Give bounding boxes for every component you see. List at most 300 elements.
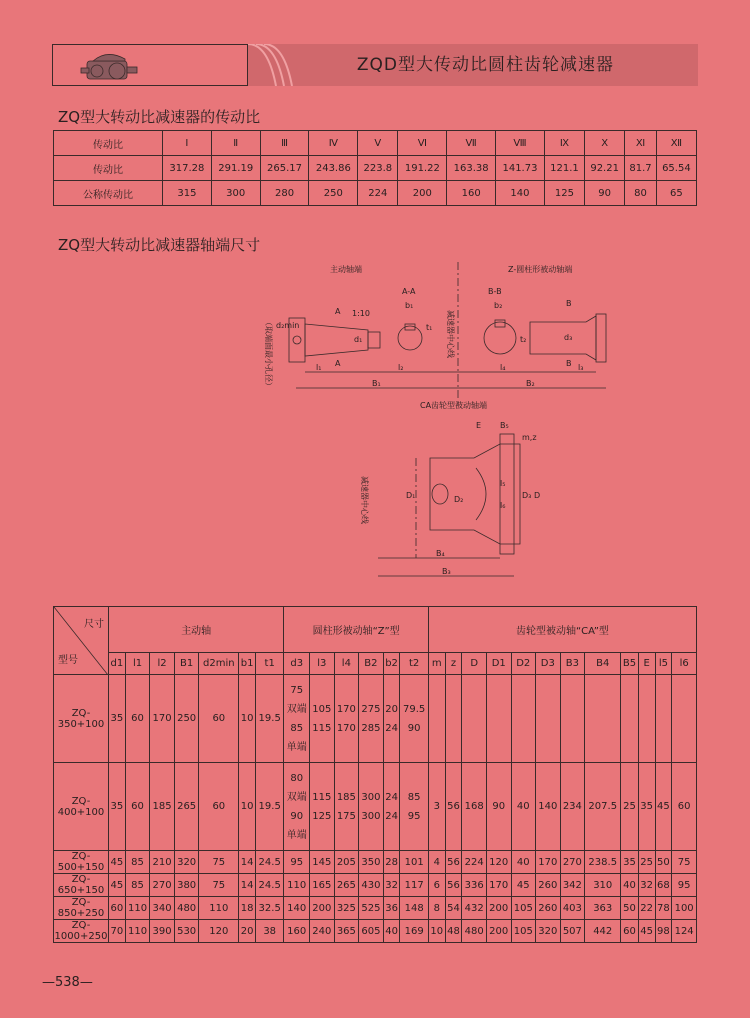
simple-rows bbox=[54, 851, 697, 943]
table-cell: 105 bbox=[511, 920, 536, 943]
table-cell: 40 bbox=[621, 874, 638, 897]
table-cell: 80 bbox=[625, 181, 657, 206]
table-cell: 250 bbox=[174, 675, 199, 763]
table-cell: 342 bbox=[560, 874, 585, 897]
table-cell: 35 bbox=[109, 675, 126, 763]
table-cell: 50 bbox=[621, 897, 638, 920]
key-bb bbox=[495, 320, 505, 327]
key-aa bbox=[405, 324, 415, 330]
b2-stack bbox=[383, 763, 400, 851]
table-cell: 8 bbox=[428, 897, 445, 920]
table-cell: 223.8 bbox=[358, 156, 398, 181]
table-cell bbox=[428, 675, 445, 763]
table-cell: 380 bbox=[174, 874, 199, 897]
table-row bbox=[54, 851, 697, 874]
stack-line: 24 bbox=[385, 791, 398, 803]
table-row bbox=[54, 181, 697, 206]
table-cell: 92.21 bbox=[585, 156, 625, 181]
l3-stack bbox=[310, 763, 335, 851]
col-header: l1 bbox=[125, 653, 150, 675]
col-header: B5 bbox=[621, 653, 638, 675]
z-label: Z-圆柱形被动轴端 bbox=[508, 265, 573, 274]
table-cell: 160 bbox=[447, 181, 496, 206]
table-cell: 170 bbox=[150, 675, 175, 763]
table-cell: 363 bbox=[585, 897, 621, 920]
col-header: D bbox=[462, 653, 487, 675]
section-title-shaft: ZQ型大转动比减速器轴端尺寸 bbox=[58, 236, 261, 254]
d3-stack bbox=[284, 675, 310, 763]
b2-stack bbox=[383, 675, 400, 763]
col-header: E bbox=[638, 653, 655, 675]
dim-d2: d₂min bbox=[276, 321, 300, 330]
table-cell: 403 bbox=[560, 897, 585, 920]
table-cell: 78 bbox=[655, 897, 672, 920]
stack-line: 175 bbox=[336, 810, 356, 822]
ca-bore bbox=[432, 484, 448, 504]
model-cell: ZQ-500+150 bbox=[54, 851, 109, 874]
col-header: b1 bbox=[239, 653, 256, 675]
table-cell: 141.73 bbox=[496, 156, 545, 181]
table-cell: 325 bbox=[334, 897, 359, 920]
stack-line: 单端 bbox=[286, 829, 307, 841]
col-header: l4 bbox=[334, 653, 359, 675]
col-header: m bbox=[428, 653, 445, 675]
dim-l5: l₅ bbox=[500, 479, 506, 488]
table-cell: 120 bbox=[486, 851, 511, 874]
table-cell: 85 bbox=[125, 851, 150, 874]
stack-line: 300 bbox=[361, 791, 381, 803]
row-label: 传动比 bbox=[54, 156, 163, 181]
table-cell: 525 bbox=[359, 897, 384, 920]
stack-line: 170 bbox=[336, 703, 356, 715]
model-cell: ZQ-350+100 bbox=[54, 675, 109, 763]
table-cell: 145 bbox=[310, 851, 335, 874]
col-header: d1 bbox=[109, 653, 126, 675]
table-cell: 125 bbox=[544, 181, 584, 206]
table-cell: 350 bbox=[359, 851, 384, 874]
stack-line: 79.5 bbox=[403, 703, 426, 715]
table-cell: 200 bbox=[486, 897, 511, 920]
table-cell: 110 bbox=[125, 897, 150, 920]
table-cell: 340 bbox=[150, 897, 175, 920]
col-header: D2 bbox=[511, 653, 536, 675]
table-cell: 10 bbox=[239, 675, 256, 763]
dim-d1: d₁ bbox=[354, 335, 363, 344]
table-cell: 40 bbox=[511, 851, 536, 874]
stack-line: 285 bbox=[361, 722, 381, 734]
sec-aa-label: A-A bbox=[402, 287, 416, 296]
table-row bbox=[54, 131, 697, 156]
table-cell: 14 bbox=[239, 874, 256, 897]
ca-housing bbox=[430, 444, 520, 544]
table-cell: 40 bbox=[511, 763, 536, 851]
table-cell: 121.1 bbox=[544, 156, 584, 181]
table-cell: 117 bbox=[400, 874, 428, 897]
col-header: Ⅷ bbox=[496, 131, 545, 156]
table-cell: 110 bbox=[125, 920, 150, 943]
table-cell: 205 bbox=[334, 851, 359, 874]
table-cell: 60 bbox=[109, 897, 126, 920]
table-cell: 60 bbox=[199, 763, 239, 851]
col-header: Ⅰ bbox=[163, 131, 212, 156]
col-header: l5 bbox=[655, 653, 672, 675]
dim-t2: t₂ bbox=[520, 335, 527, 344]
stack-line: 105 bbox=[312, 703, 332, 715]
drive-label: 主动轴端 bbox=[330, 265, 362, 274]
col-header: t2 bbox=[400, 653, 428, 675]
table-cell: 25 bbox=[638, 851, 655, 874]
table-cell: 24.5 bbox=[255, 851, 283, 874]
model-cell: ZQ-1000+250 bbox=[54, 920, 108, 942]
table-cell: 250 bbox=[309, 181, 358, 206]
stack-line: 185 bbox=[336, 791, 356, 803]
table-row bbox=[54, 874, 697, 897]
table-cell: 75 bbox=[199, 851, 239, 874]
table-cell: 70 bbox=[109, 920, 126, 943]
dim-E: E bbox=[476, 421, 482, 430]
table-cell: 605 bbox=[359, 920, 384, 943]
dim-B-bottom: B bbox=[566, 359, 572, 368]
dim-mz: m,z bbox=[522, 433, 537, 442]
ca-gear bbox=[500, 434, 514, 554]
col-header: z bbox=[445, 653, 462, 675]
table-cell: 507 bbox=[560, 920, 585, 943]
dim-D2: D₂ bbox=[454, 495, 464, 504]
table-cell: 24.5 bbox=[255, 874, 283, 897]
dim-l6: l₆ bbox=[500, 501, 506, 510]
stack-line: 单端 bbox=[286, 741, 307, 753]
dim-D1-left: D₁ bbox=[406, 491, 416, 500]
col-header: Ⅴ bbox=[358, 131, 398, 156]
ratio-table bbox=[53, 130, 697, 206]
stack-line: 24 bbox=[385, 722, 398, 734]
table-cell: 36 bbox=[383, 897, 400, 920]
table-cell: 170 bbox=[486, 874, 511, 897]
col-header: Ⅱ bbox=[211, 131, 260, 156]
table-cell: 365 bbox=[334, 920, 359, 943]
table-cell: 265 bbox=[174, 763, 199, 851]
table-cell: 22 bbox=[638, 897, 655, 920]
col-header: b2 bbox=[383, 653, 400, 675]
table-cell: 35 bbox=[109, 763, 126, 851]
col-header: D3 bbox=[536, 653, 561, 675]
table-cell: 19.5 bbox=[255, 763, 283, 851]
table-cell: 140 bbox=[536, 763, 561, 851]
stack-line: 24 bbox=[385, 810, 398, 822]
table-cell: 265 bbox=[334, 874, 359, 897]
table-cell: 85 bbox=[125, 874, 150, 897]
dim-D: D bbox=[534, 491, 541, 500]
table-cell: 32 bbox=[383, 874, 400, 897]
t2-stack bbox=[400, 675, 428, 763]
table-cell bbox=[672, 675, 697, 763]
table-cell: 65.54 bbox=[656, 156, 696, 181]
model-cell: ZQ-400+100 bbox=[54, 763, 109, 851]
table-cell: 50 bbox=[655, 851, 672, 874]
table-cell: 210 bbox=[150, 851, 175, 874]
table-row bbox=[54, 675, 697, 763]
col-header: l3 bbox=[310, 653, 335, 675]
header-banner bbox=[52, 44, 698, 86]
stack-line: 20 bbox=[385, 703, 398, 715]
group-z: 圆柱形被动轴“Z”型 bbox=[284, 607, 428, 653]
table-cell: 265.17 bbox=[260, 156, 309, 181]
table-cell bbox=[560, 675, 585, 763]
table-cell: 100 bbox=[672, 897, 697, 920]
table-cell: 165 bbox=[310, 874, 335, 897]
stack-line: 80 bbox=[290, 772, 304, 784]
drawing-lines bbox=[264, 262, 606, 576]
table-cell: 270 bbox=[150, 874, 175, 897]
table-cell: 6 bbox=[428, 874, 445, 897]
table-cell: 243.86 bbox=[309, 156, 358, 181]
table-cell: 170 bbox=[536, 851, 561, 874]
stack-line: 90 bbox=[290, 810, 304, 822]
table-cell: 60 bbox=[125, 763, 150, 851]
dim-B2: B₂ bbox=[526, 379, 535, 388]
col-header: D1 bbox=[486, 653, 511, 675]
stack-line: 85 bbox=[407, 791, 421, 803]
stack-line: 双端 bbox=[286, 791, 307, 803]
table-cell: 224 bbox=[358, 181, 398, 206]
table-cell: 168 bbox=[462, 763, 487, 851]
dim-b2: b₂ bbox=[494, 301, 503, 310]
table-cell: 56 bbox=[445, 851, 462, 874]
page-number: —538— bbox=[42, 975, 93, 990]
table-cell: 98 bbox=[655, 920, 672, 943]
col-header: Ⅳ bbox=[309, 131, 358, 156]
group-ca: 齿轮型被动轴“CA”型 bbox=[428, 607, 696, 653]
table-cell: 110 bbox=[284, 874, 310, 897]
table-cell: 35 bbox=[621, 851, 638, 874]
table-cell: 336 bbox=[462, 874, 487, 897]
table-cell: 315 bbox=[163, 181, 212, 206]
table-cell: 45 bbox=[638, 920, 655, 943]
table-cell: 45 bbox=[655, 763, 672, 851]
dim-d3: d₃ bbox=[564, 333, 573, 342]
drive-center-hole bbox=[293, 336, 301, 344]
table-cell bbox=[638, 675, 655, 763]
col-header: B2 bbox=[359, 653, 384, 675]
table-cell: 432 bbox=[462, 897, 487, 920]
col-header: B1 bbox=[174, 653, 199, 675]
table-cell: 442 bbox=[585, 920, 621, 943]
table-cell: 169 bbox=[400, 920, 428, 943]
dim-D3: D₃ bbox=[522, 491, 532, 500]
table-cell: 75 bbox=[199, 874, 239, 897]
table-cell: 35 bbox=[638, 763, 655, 851]
table-cell: 200 bbox=[310, 897, 335, 920]
table-row bbox=[54, 897, 697, 920]
stack-line: 双端 bbox=[286, 703, 307, 715]
table-cell: 20 bbox=[239, 920, 256, 943]
dim-t1: t₁ bbox=[426, 323, 433, 332]
col-header: t1 bbox=[255, 653, 283, 675]
dim-B3: B₃ bbox=[442, 567, 451, 576]
stack-line: 75 bbox=[290, 684, 304, 696]
col-header: l2 bbox=[150, 653, 175, 675]
table-cell: 224 bbox=[462, 851, 487, 874]
page-title: ZQD型大传动比圆柱齿轮减速器 bbox=[356, 55, 614, 75]
table-cell: 95 bbox=[672, 874, 697, 897]
table-cell: 60 bbox=[621, 920, 638, 943]
dim-l3: l₃ bbox=[578, 363, 584, 372]
table-cell: 240 bbox=[310, 920, 335, 943]
table-cell: 48 bbox=[445, 920, 462, 943]
stack-line: 115 bbox=[312, 791, 332, 803]
table-cell: 60 bbox=[672, 763, 697, 851]
table-cell: 32.5 bbox=[255, 897, 283, 920]
table-cell: 32 bbox=[638, 874, 655, 897]
dim-l2: l₂ bbox=[398, 363, 404, 372]
col-header: Ⅸ bbox=[544, 131, 584, 156]
table-cell: 45 bbox=[109, 874, 126, 897]
shaft-end-drawing bbox=[0, 258, 750, 598]
table-row bbox=[54, 607, 697, 653]
stack-line: 275 bbox=[361, 703, 381, 715]
table-cell: 68 bbox=[655, 874, 672, 897]
table-cell: 3 bbox=[428, 763, 445, 851]
table-cell: 140 bbox=[496, 181, 545, 206]
stack-line: 95 bbox=[407, 810, 421, 822]
table-cell bbox=[445, 675, 462, 763]
col-header: B4 bbox=[585, 653, 621, 675]
table-cell bbox=[536, 675, 561, 763]
table-cell: 320 bbox=[536, 920, 561, 943]
dim-B5: B₅ bbox=[500, 421, 509, 430]
table-cell: 260 bbox=[536, 897, 561, 920]
table-cell: 60 bbox=[125, 675, 150, 763]
l4-stack bbox=[334, 763, 359, 851]
dim-l1: l₁ bbox=[316, 363, 322, 372]
table-cell: 81.7 bbox=[625, 156, 657, 181]
table-cell: 280 bbox=[260, 181, 309, 206]
group-drive: 主动轴 bbox=[109, 607, 284, 653]
table-cell: 10 bbox=[428, 920, 445, 943]
col-header: Ⅹ bbox=[585, 131, 625, 156]
t2-stack bbox=[400, 763, 428, 851]
corner-top: 尺寸 bbox=[84, 619, 104, 630]
stack-line: 115 bbox=[312, 722, 332, 734]
model-cell: ZQ-850+250 bbox=[54, 897, 109, 920]
table-cell: 56 bbox=[445, 763, 462, 851]
table-cell: 65 bbox=[656, 181, 696, 206]
col-header: Ⅵ bbox=[398, 131, 447, 156]
col-header: B3 bbox=[560, 653, 585, 675]
table-cell: 207.5 bbox=[585, 763, 621, 851]
table-cell: 530 bbox=[174, 920, 199, 943]
dim-A-bottom: A bbox=[335, 359, 341, 368]
table-cell: 45 bbox=[109, 851, 126, 874]
col-header: Ⅺ bbox=[625, 131, 657, 156]
table-cell: 200 bbox=[486, 920, 511, 943]
table-cell: 14 bbox=[239, 851, 256, 874]
center-label-ca: 减速器中心线 bbox=[360, 476, 369, 524]
table-cell: 40 bbox=[383, 920, 400, 943]
row-label: 传动比 bbox=[54, 131, 163, 156]
table-cell: 120 bbox=[199, 920, 239, 943]
table-cell: 480 bbox=[174, 897, 199, 920]
corner-bottom: 型号 bbox=[58, 655, 78, 666]
z-shaft-flange bbox=[596, 314, 606, 362]
z-shaft bbox=[530, 316, 596, 360]
table-cell: 185 bbox=[150, 763, 175, 851]
table-cell: 148 bbox=[400, 897, 428, 920]
ca-inner-curve bbox=[476, 468, 486, 520]
dim-B1: B₁ bbox=[372, 379, 381, 388]
table-cell: 90 bbox=[486, 763, 511, 851]
col-header: Ⅻ bbox=[656, 131, 696, 156]
table-cell: 28 bbox=[383, 851, 400, 874]
table-cell: 45 bbox=[511, 874, 536, 897]
col-header: d3 bbox=[284, 653, 310, 675]
table-cell: 18 bbox=[239, 897, 256, 920]
table-cell bbox=[486, 675, 511, 763]
dim-l4: l₄ bbox=[500, 363, 506, 372]
table-row bbox=[54, 920, 697, 943]
dimension-table bbox=[53, 606, 697, 943]
table-cell: 60 bbox=[199, 675, 239, 763]
col-header: Ⅶ bbox=[447, 131, 496, 156]
table-cell: 200 bbox=[398, 181, 447, 206]
l3-stack bbox=[310, 675, 335, 763]
d3-stack bbox=[284, 763, 310, 851]
dim-b1: b₁ bbox=[405, 301, 414, 310]
table-cell: 317.28 bbox=[163, 156, 212, 181]
table-row bbox=[54, 156, 697, 181]
B2-stack bbox=[359, 675, 384, 763]
table-cell bbox=[585, 675, 621, 763]
table-cell: 124 bbox=[672, 920, 697, 943]
table-cell: 480 bbox=[462, 920, 487, 943]
table-cell: 105 bbox=[511, 897, 536, 920]
taper-label: 1:10 bbox=[352, 309, 370, 318]
table-cell: 10 bbox=[239, 763, 256, 851]
table-cell: 260 bbox=[536, 874, 561, 897]
B2-stack bbox=[359, 763, 384, 851]
table-cell: 25 bbox=[621, 763, 638, 851]
table-cell: 320 bbox=[174, 851, 199, 874]
table-cell: 270 bbox=[560, 851, 585, 874]
col-header: d2min bbox=[199, 653, 239, 675]
table-cell: 110 bbox=[199, 897, 239, 920]
table-cell: 90 bbox=[585, 181, 625, 206]
dim-A-top: A bbox=[335, 307, 341, 316]
table-cell bbox=[621, 675, 638, 763]
col-header: l6 bbox=[672, 653, 697, 675]
table-cell: 390 bbox=[150, 920, 175, 943]
dim-B4: B₄ bbox=[436, 549, 445, 558]
table-cell: 19.5 bbox=[255, 675, 283, 763]
table-cell: 38 bbox=[255, 920, 283, 943]
stack-line: 170 bbox=[336, 722, 356, 734]
table-cell bbox=[655, 675, 672, 763]
table-cell bbox=[462, 675, 487, 763]
table-cell: 191.22 bbox=[398, 156, 447, 181]
table-cell: 4 bbox=[428, 851, 445, 874]
ca-label: CA齿轮型被动轴端 bbox=[420, 401, 488, 410]
l4-stack bbox=[334, 675, 359, 763]
model-cell: ZQ-650+150 bbox=[54, 874, 109, 897]
table-cell: 54 bbox=[445, 897, 462, 920]
stack-line: 90 bbox=[407, 722, 421, 734]
section-title-ratio: ZQ型大转动比减速器的传动比 bbox=[58, 108, 261, 126]
table-cell: 234 bbox=[560, 763, 585, 851]
table-cell: 140 bbox=[284, 897, 310, 920]
hole-label: （取端面最小孔径） bbox=[264, 318, 273, 390]
row-label: 公称传动比 bbox=[54, 181, 163, 206]
sec-bb-label: B-B bbox=[488, 287, 502, 296]
